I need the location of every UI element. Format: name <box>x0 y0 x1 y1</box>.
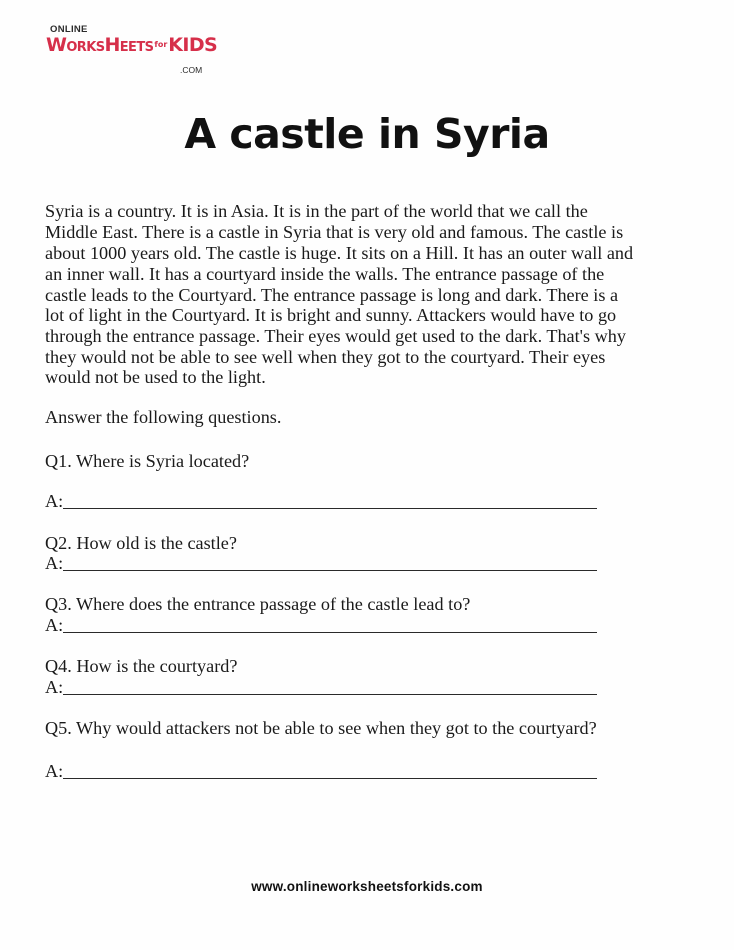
logo-wordmark <box>46 34 217 56</box>
answer-field-4[interactable] <box>45 677 63 698</box>
answer-line[interactable] <box>63 778 597 779</box>
worksheet-title: A castle in Syria <box>184 110 550 158</box>
answer-label: A: <box>45 491 64 511</box>
question-4: Q4. How is the courtyard? <box>45 656 238 676</box>
logo-kids-text: KIDS <box>168 34 218 56</box>
passage-line: lot of light in the Courtyard. It is bright and sunny. Attackers would have to go <box>45 305 617 325</box>
answer-line[interactable] <box>63 508 597 509</box>
answer-field-5[interactable] <box>45 761 63 782</box>
answer-label: A: <box>45 677 64 697</box>
question-2: Q2. How old is the castle? <box>45 533 237 553</box>
question-5: Q5. Why would attackers not be able to see when they got to the courtyard? <box>45 718 597 738</box>
logo-for-text: for <box>154 40 168 49</box>
logo-com-text: .COM <box>180 65 203 75</box>
logo-worksheets-text: WorksHeets <box>46 34 154 56</box>
passage-line: about 1000 years old. The castle is huge. It sits on a Hill. It has an outer wall and <box>45 243 634 263</box>
passage-line: Syria is a country. It is in Asia. It is in the part of the world that we call the <box>45 201 588 221</box>
passage-line: castle leads to the Courtyard. The entrance passage is long and dark. There is a <box>45 285 619 305</box>
answer-label: A: <box>45 553 64 573</box>
answer-line[interactable] <box>63 632 597 633</box>
question-1: Q1. Where is Syria located? <box>45 451 250 471</box>
answer-label: A: <box>45 615 64 635</box>
passage-line: would not be used to the light. <box>45 367 266 387</box>
passage-line: an inner wall. It has a courtyard inside the walls. The entrance passage of the <box>45 264 605 284</box>
answer-field-1[interactable] <box>45 491 63 512</box>
answer-field-2[interactable] <box>45 553 63 574</box>
instructions: Answer the following questions. <box>45 407 282 427</box>
site-logo <box>46 24 216 80</box>
answer-field-3[interactable] <box>45 615 63 636</box>
answer-line[interactable] <box>63 694 597 695</box>
passage-line: they would not be able to see well when they got to the courtyard. Their eyes <box>45 347 606 367</box>
answer-label: A: <box>45 761 64 781</box>
footer-url[interactable]: www.onlineworksheetsforkids.com <box>251 879 483 894</box>
passage-line: Middle East. There is a castle in Syria that is very old and famous. The castle is <box>45 222 624 242</box>
answer-line[interactable] <box>63 570 597 571</box>
passage-line: through the entrance passage. Their eyes would get used to the dark. That's why <box>45 326 626 346</box>
logo-online-text: ONLINE <box>50 24 88 35</box>
question-3: Q3. Where does the entrance passage of the castle lead to? <box>45 594 471 614</box>
